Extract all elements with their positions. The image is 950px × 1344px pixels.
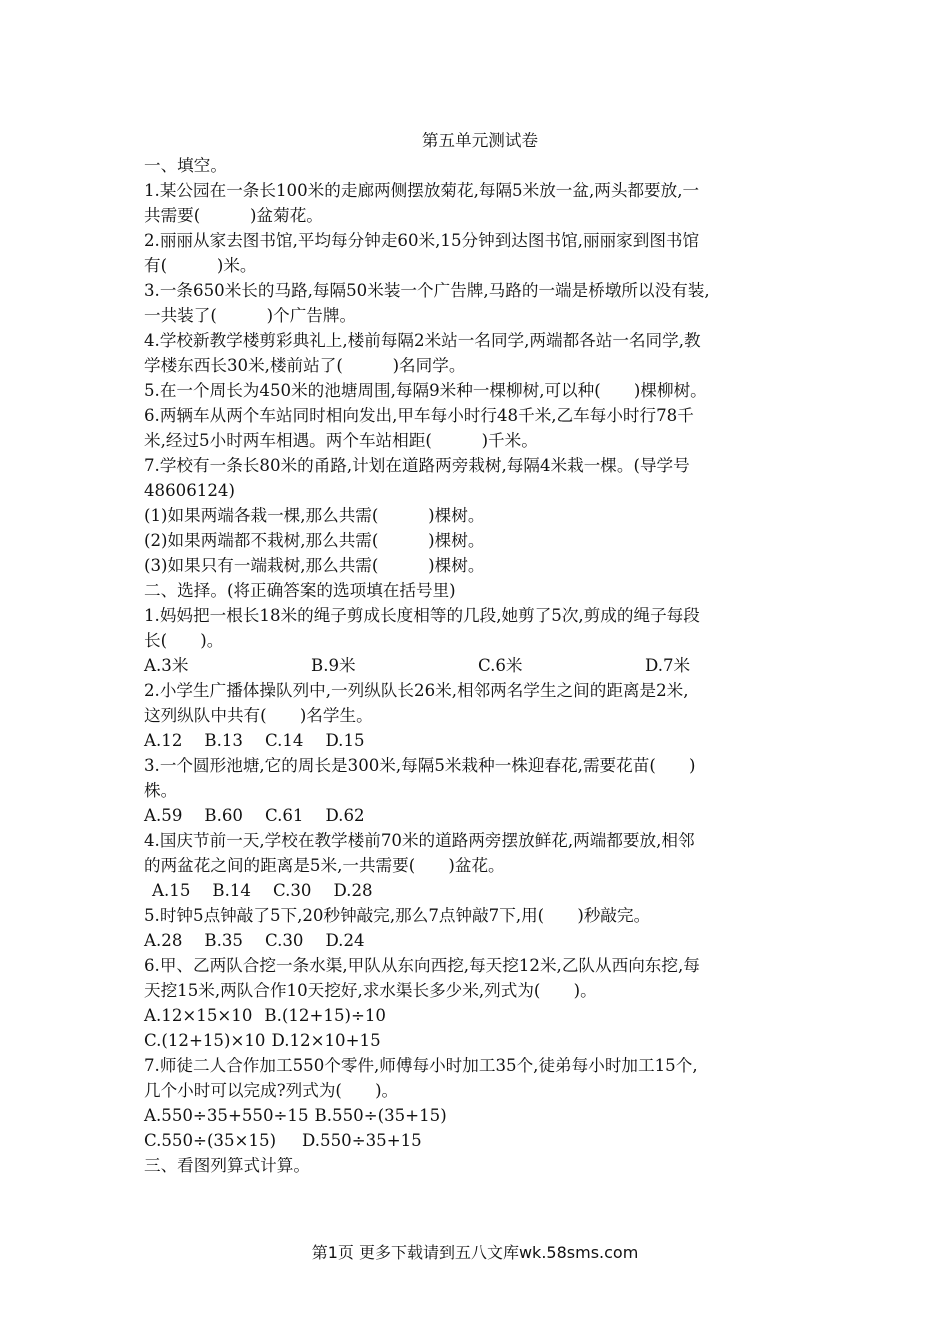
option-a: A.15 — [152, 881, 191, 900]
q1-3-line-1: 3.一条650米长的马路,每隔50米装一个广告牌,马路的一端是桥墩所以没有装, — [144, 281, 710, 300]
q2-4-line-1: 4.国庆节前一天,学校在教学楼前70米的道路两旁摆放鲜花,两端都要放,相邻 — [144, 831, 695, 850]
option-c: C.61 — [264, 806, 304, 825]
q1-7-sub-3: (3)如果只有一端栽树,那么共需( )棵树。 — [144, 556, 485, 575]
option-d: D.62 — [325, 806, 365, 825]
option-d: D.28 — [333, 881, 373, 900]
q1-4-line-1: 4.学校新教学楼剪彩典礼上,楼前每隔2米站一名同学,两端都各站一名同学,教 — [144, 331, 701, 350]
q2-5-options — [144, 928, 816, 953]
option-b: B.13 — [204, 731, 243, 750]
q2-3-line-2: 株。 — [144, 781, 178, 800]
q2-7-line-2: 几个小时可以完成?列式为( )。 — [144, 1081, 399, 1100]
option-c: C.550÷(35×15) — [144, 1131, 277, 1150]
q2-1-options — [144, 653, 816, 678]
q1-1-line-1: 1.某公园在一条长100米的走廊两侧摆放菊花,每隔5米放一盆,两头都要放,一 — [144, 181, 700, 200]
option-a: A.550÷35+550÷15 — [144, 1106, 309, 1125]
document-body — [144, 128, 816, 1178]
page-footer: 第1页 更多下载请到五八文库wk.58sms.com — [311, 1243, 639, 1262]
q1-7-sub-2: (2)如果两端都不栽树,那么共需( )棵树。 — [144, 531, 485, 550]
q2-6-line-1: 6.甲、乙两队合挖一条水渠,甲队从东向西挖,每天挖12米,乙队从西向东挖,每 — [144, 956, 700, 975]
page-title: 第五单元测试卷 — [421, 131, 539, 150]
q1-7-line-2: 48606124) — [144, 481, 235, 500]
q2-7-options-row-2 — [144, 1128, 816, 1153]
section-3-heading: 三、看图列算式计算。 — [144, 1156, 310, 1175]
option-a: A.28 — [144, 931, 183, 950]
q2-2-options — [144, 728, 816, 753]
q1-4-line-2: 学楼东西长30米,楼前站了( )名同学。 — [144, 356, 466, 375]
q1-3-line-2: 一共装了( )个广告牌。 — [144, 306, 357, 325]
option-c: C.30 — [264, 931, 304, 950]
q2-3-options — [144, 803, 816, 828]
option-d: D.7米 — [645, 656, 691, 675]
q2-6-line-2: 天挖15米,两队合作10天挖好,求水渠长多少米,列式为( )。 — [144, 981, 597, 1000]
section-1-heading: 一、填空。 — [144, 156, 227, 175]
q1-2-line-1: 2.丽丽从家去图书馆,平均每分钟走60米,15分钟到达图书馆,丽丽家到图书馆 — [144, 231, 700, 250]
q1-6-line-1: 6.两辆车从两个车站同时相向发出,甲车每小时行48千米,乙车每小时行78千 — [144, 406, 694, 425]
option-b: B.550÷(35+15) — [314, 1106, 447, 1125]
q1-6-line-2: 米,经过5小时两车相遇。两个车站相距( )千米。 — [144, 431, 538, 450]
option-c: C.6米 — [478, 656, 523, 675]
q2-7-line-1: 7.师徒二人合作加工550个零件,师傅每小时加工35个,徒弟每小时加工15个, — [144, 1056, 698, 1075]
q2-3-line-1: 3.一个圆形池塘,它的周长是300米,每隔5米栽种一株迎春花,需要花苗( ) — [144, 756, 696, 775]
q2-1-line-1: 1.妈妈把一根长18米的绳子剪成长度相等的几段,她剪了5次,剪成的绳子每段 — [144, 606, 700, 625]
option-a: A.59 — [144, 806, 183, 825]
option-d: D.24 — [325, 931, 365, 950]
q1-2-line-2: 有( )米。 — [144, 256, 257, 275]
option-d: D.12×10+15 — [271, 1031, 381, 1050]
option-b: B.35 — [204, 931, 243, 950]
option-d: D.15 — [325, 731, 365, 750]
q2-4-options — [144, 878, 816, 903]
option-a: A.12×15×10 — [144, 1006, 253, 1025]
q2-6-options-row-1 — [144, 1003, 816, 1028]
option-a: A.3米 — [144, 656, 189, 675]
option-b: B.9米 — [311, 656, 356, 675]
option-b: B.(12+15)÷10 — [264, 1006, 386, 1025]
q2-2-line-2: 这列纵队中共有( )名学生。 — [144, 706, 373, 725]
q1-7-line-1: 7.学校有一条长80米的甬路,计划在道路两旁栽树,每隔4米栽一棵。(导学号 — [144, 456, 690, 475]
option-d: D.550÷35+15 — [302, 1131, 422, 1150]
option-b: B.60 — [204, 806, 243, 825]
option-b: B.14 — [212, 881, 251, 900]
option-c: C.30 — [272, 881, 312, 900]
option-c: C.(12+15)×10 — [144, 1031, 266, 1050]
q2-2-line-1: 2.小学生广播体操队列中,一列纵队长26米,相邻两名学生之间的距离是2米, — [144, 681, 689, 700]
option-a: A.12 — [144, 731, 183, 750]
q2-4-line-2: 的两盆花之间的距离是5米,一共需要( )盆花。 — [144, 856, 505, 875]
option-c: C.14 — [264, 731, 304, 750]
q2-6-options-row-2 — [144, 1028, 816, 1053]
q1-5: 5.在一个周长为450米的池塘周围,每隔9米种一棵柳树,可以种( )棵柳树。 — [144, 381, 707, 400]
q2-1-line-2: 长( )。 — [144, 631, 224, 650]
q2-7-options-row-1 — [144, 1103, 816, 1128]
q1-1-line-2: 共需要( )盆菊花。 — [144, 206, 323, 225]
section-2-heading: 二、选择。(将正确答案的选项填在括号里) — [144, 581, 456, 600]
q1-7-sub-1: (1)如果两端各栽一棵,那么共需( )棵树。 — [144, 506, 485, 525]
q2-5: 5.时钟5点钟敲了5下,20秒钟敲完,那么7点钟敲7下,用( )秒敲完。 — [144, 906, 651, 925]
